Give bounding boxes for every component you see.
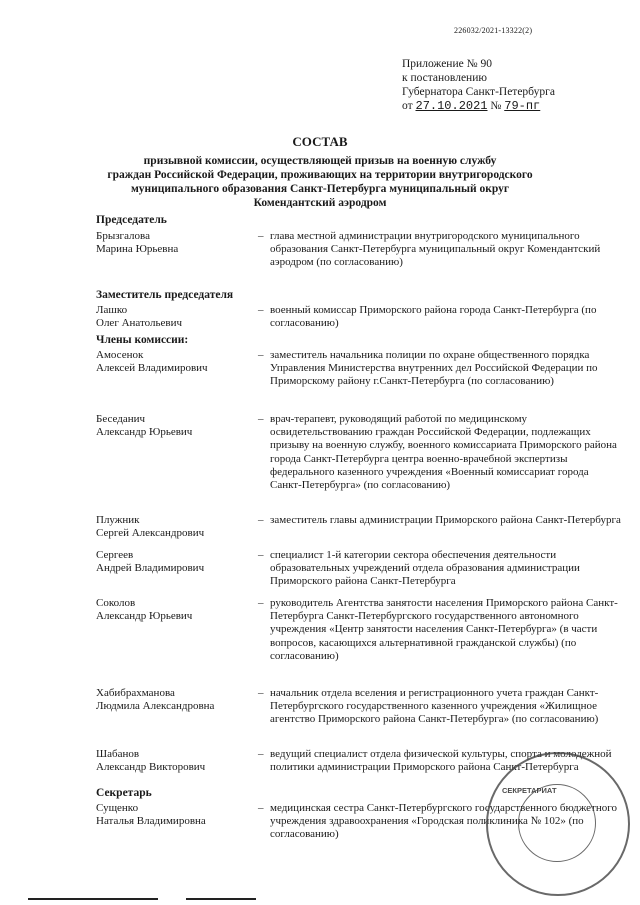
member-role: военный комиссар Приморского района города Санкт-Петербурга (по согласованию) [270,304,597,330]
member-surname: Хабибрахманова [96,687,175,699]
appendix-block [402,57,555,113]
member-role: медицинская сестра Санкт-Петербургского государственного бюджетного учреждения здравоохранения «Городская поликлиника № 102» (по согласованию) [270,802,617,841]
member-role: заместитель главы администрации Приморского района Санкт-Петербурга [270,514,621,526]
member-surname: Амосенок [96,349,144,361]
appendix-line-1: Приложение № 90 [402,58,492,70]
member-given-name: Андрей Владимирович [96,562,205,575]
member-surname: Плужник [96,514,140,526]
member-name [96,230,256,256]
dash: – [258,549,264,561]
document-number: 226032/2021-13322(2) [454,26,533,35]
dash: – [258,597,264,609]
section-members: Члены комиссии: [96,334,189,346]
member-role: руководитель Агентства занятости населения Приморского района Санкт-Петербурга Санкт-Петербургского государственного автономного учреждения «Центр занятости населения Санкт-Петербурга» (в части вопросов, касающихся альтернативной гражданской службы) (по согласованию) [270,597,618,662]
member-given-name: Александр Юрьевич [96,610,193,623]
appendix-line-3: Губернатора Санкт-Петербурга [402,86,555,98]
dash: – [258,748,264,760]
title-line-3: муниципального образования Санкт-Петербурга муниципальный округ [130,183,510,195]
member-name [96,802,256,828]
dash: – [258,687,264,699]
dash: – [258,349,264,361]
member-role: заместитель начальника полиции по охране общественного порядка Управления Министерства внутренних дел Российской Федерации по Приморскому району г.Санкт-Петербурга (по согласованию) [270,349,598,388]
official-seal-stamp [486,752,630,896]
member-surname: Сергеев [96,549,134,561]
member-name [96,304,256,330]
dash: – [258,230,264,242]
member-role: врач-терапевт, руководящий работой по медицинскому освидетельствованию граждан Российской Федерации, подлежащих призыву на военную службу, военного комиссариата Приморского района города Санкт-Петербурга центра военно-врачебной экспертизы федерального казенного учреждения «Военный комиссариат города Санкт-Петербурга» (по согласованию) [270,413,617,492]
seal-inner-ring [518,784,596,862]
appendix-date-line [402,99,555,113]
member-name [96,748,256,774]
title-line-2: граждан Российской Федерации, проживающих на территории внутригородского [107,169,533,181]
member-given-name: Олег Анатольевич [96,317,183,330]
section-chairman: Председатель [96,214,167,226]
decree-date: 27.10.2021 [415,99,488,113]
document-title [60,134,580,210]
dash: – [258,413,264,425]
member-surname: Беседанич [96,413,146,425]
title-line-4: Комендантский аэродром [253,197,387,209]
member-given-name: Александр Викторович [96,761,206,774]
member-name [96,687,256,713]
seal-label: СЕКРЕТАРИАТ [502,786,557,795]
member-given-name: Сергей Александрович [96,527,205,540]
member-role: начальник отдела вселения и регистрационного учета граждан Санкт-Петербургского государственного казенного учреждения «Жилищное агентство Приморского района Санкт-Петербурга» (по согласованию) [270,687,599,726]
member-given-name: Марина Юрьевна [96,243,179,256]
decree-number: 79-пг [504,99,541,113]
member-role: глава местной администрации внутригородского муниципального образования Санкт-Петербурга муниципальный округ Комендантский аэродром (по согласованию) [270,230,601,269]
member-name [96,413,256,439]
member-role: специалист 1-й категории сектора обеспечения деятельности образовательных учреждений отдела образования администрации Приморского района Санкт-Петербурга [270,549,580,588]
section-deputy: Заместитель председателя [96,289,234,301]
member-surname: Лашко [96,304,128,316]
dash: – [258,304,264,316]
member-surname: Соколов [96,597,136,609]
member-name [96,514,256,540]
number-prefix: № [490,100,502,112]
title-line-1: призывной комиссии, осуществляющей призыв на военную службу [143,155,497,167]
member-given-name: Наталья Владимировна [96,815,206,828]
title-heading: СОСТАВ [292,134,348,149]
appendix-line-2: к постановлению [402,72,487,84]
member-role: ведущий специалист отдела физической культуры, спорта и молодежной политики администрации Приморского района Санкт-Петербурга [270,748,612,774]
member-given-name: Алексей Владимирович [96,362,208,375]
member-name [96,549,256,575]
member-name [96,597,256,623]
footer-rule-short [186,898,256,900]
dash: – [258,514,264,526]
member-given-name: Александр Юрьевич [96,426,193,439]
member-given-name: Людмила Александровна [96,700,215,713]
member-surname: Брызгалова [96,230,150,242]
member-name [96,349,256,375]
section-secretary: Секретарь [96,787,152,799]
footer-rule [28,898,158,900]
member-surname: Шабанов [96,748,140,760]
date-prefix: от [402,100,413,112]
dash: – [258,802,264,814]
member-surname: Сущенко [96,802,139,814]
